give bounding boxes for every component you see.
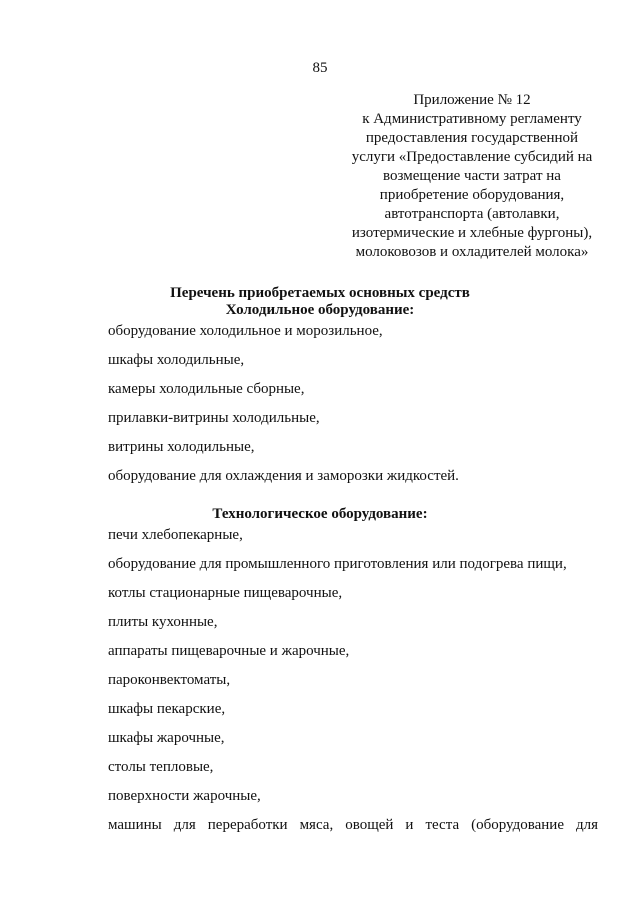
list-item: машины для переработки мяса, овощей и теста (оборудование для xyxy=(108,817,598,833)
list-item: пароконвектоматы, xyxy=(108,672,231,688)
appendix-line: автотранспорта (автолавки, xyxy=(384,206,560,222)
list-item: котлы стационарные пищеварочные, xyxy=(108,585,343,601)
list-item: столы тепловые, xyxy=(108,759,214,775)
list-item: оборудование для охлаждения и заморозки жидкостей. xyxy=(108,468,459,484)
list-item: поверхности жарочные, xyxy=(108,788,261,804)
appendix-line: изотермические и хлебные фургоны), xyxy=(351,225,593,241)
appendix-line: приобретение оборудования, xyxy=(379,187,565,203)
appendix-line: Приложение № 12 xyxy=(413,92,531,108)
list-item: печи хлебопекарные, xyxy=(108,527,243,543)
appendix-line: к Административному регламенту xyxy=(362,111,582,127)
list-item: аппараты пищеварочные и жарочные, xyxy=(108,643,350,659)
list-item: прилавки-витрины холодильные, xyxy=(108,410,320,426)
list-item: камеры холодильные сборные, xyxy=(108,381,305,397)
appendix-line: возмещение части затрат на xyxy=(383,168,561,184)
document-title: Перечень приобретаемых основных средств xyxy=(170,285,470,301)
list-item: оборудование для промышленного приготовления или подогрева пищи, xyxy=(108,556,567,572)
appendix-line: услуги «Предоставление субсидий на xyxy=(351,149,593,165)
refrigeration-list xyxy=(108,323,598,497)
list-item: витрины холодильные, xyxy=(108,439,255,455)
page-number: 85 xyxy=(312,60,328,76)
list-item: шкафы жарочные, xyxy=(108,730,225,746)
technological-list xyxy=(108,527,598,846)
appendix-line: молоковозов и охладителей молока» xyxy=(355,244,589,260)
list-item: плиты кухонные, xyxy=(108,614,218,630)
list-item: шкафы пекарские, xyxy=(108,701,226,717)
list-item: шкафы холодильные, xyxy=(108,352,245,368)
section-heading-refrigeration: Холодильное оборудование: xyxy=(225,302,415,318)
list-item: оборудование холодильное и морозильное, xyxy=(108,323,383,339)
appendix-line: предоставления государственной xyxy=(365,130,579,146)
section-heading-technological: Технологическое оборудование: xyxy=(212,506,428,522)
appendix-header xyxy=(330,91,614,262)
